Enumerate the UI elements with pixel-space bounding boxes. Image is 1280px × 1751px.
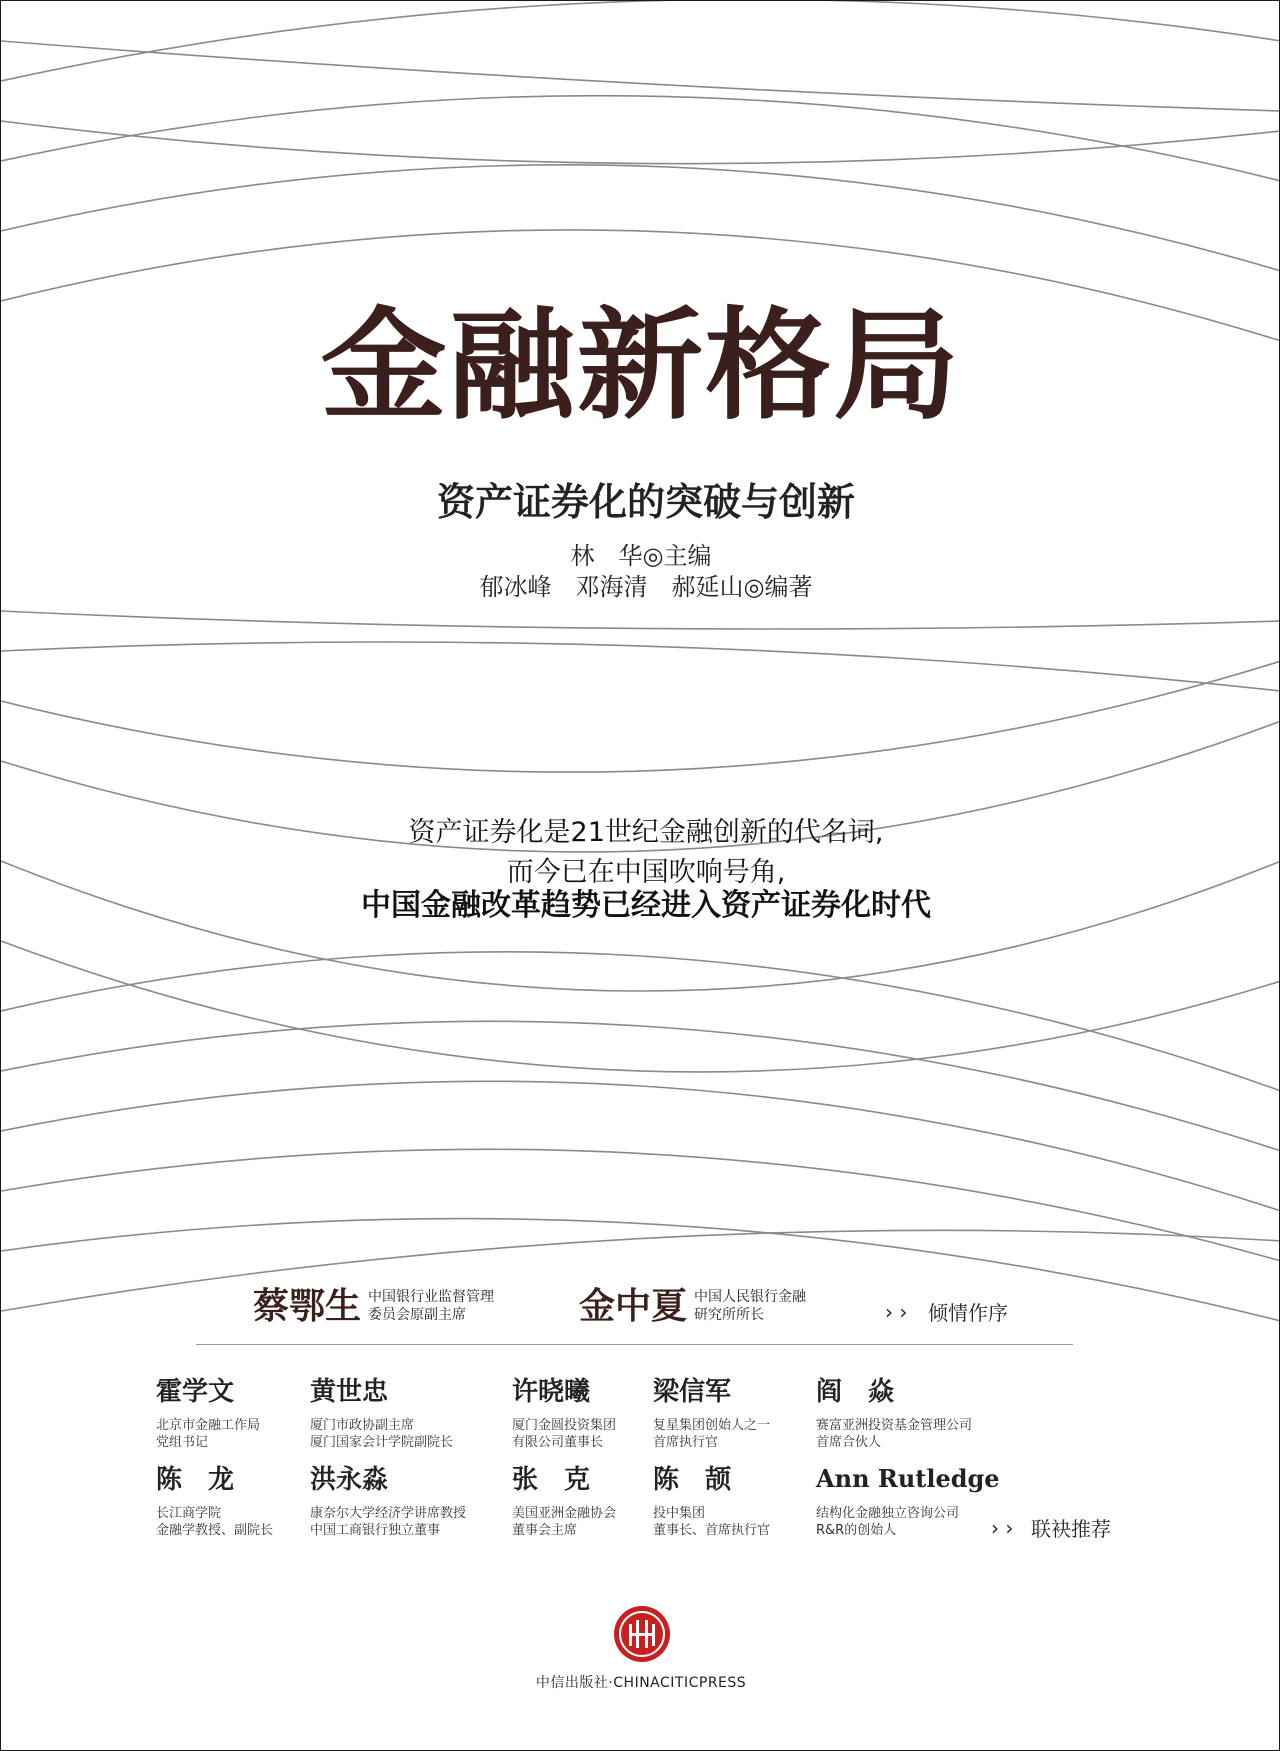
citic-logo-icon — [612, 1604, 672, 1664]
recommender-name: 许晓曦 — [512, 1377, 591, 1407]
recommender-name: 张 克 — [512, 1465, 591, 1495]
curve-4 — [1, 121, 1280, 164]
recommender — [816, 1464, 1000, 1539]
recommender-name: 黄世忠 — [310, 1377, 389, 1407]
recommender-title-line: 结构化金融独立咨询公司 — [816, 1506, 960, 1521]
recommender-title-line: 有限公司董事长 — [512, 1435, 604, 1450]
recommender-title-line: R&R的创始人 — [816, 1523, 897, 1538]
recommender — [512, 1379, 616, 1451]
preface-writer-name: 金中夏 — [579, 1285, 688, 1327]
recommender-title-line: 董事长、首席执行官 — [653, 1523, 771, 1538]
curve-9 — [1, 661, 1280, 772]
authors-line: 郁冰峰 邓海清 郝延山◎编著 — [479, 573, 813, 601]
preface-writer-title-line: 研究所所长 — [694, 1307, 764, 1323]
recommender — [653, 1379, 770, 1451]
tagline-line-3: 中国金融改革趋势已经进入资产证券化时代 — [361, 888, 931, 923]
recommender — [156, 1379, 260, 1451]
double-chevron-icon: › › — [991, 1516, 1014, 1540]
recommender-title-line: 赛富亚洲投资基金管理公司 — [816, 1418, 973, 1433]
recommender-title-line: 北京市金融工作局 — [156, 1418, 261, 1433]
recommender — [816, 1379, 972, 1451]
curve-16 — [1, 1149, 1280, 1261]
recommender-title-line: 复星集团创始人之一 — [653, 1418, 771, 1433]
double-chevron-icon: › › — [885, 1300, 908, 1324]
preface-writer-title — [368, 1288, 494, 1324]
recommender — [156, 1467, 273, 1539]
recommender-name: 阎 焱 — [816, 1377, 895, 1407]
editor-line: 林 华◎主编 — [570, 542, 712, 570]
recommender-title-line: 首席合伙人 — [816, 1435, 882, 1450]
recommender-name: 梁信军 — [653, 1377, 732, 1407]
recommender-title-line: 长江商学院 — [156, 1506, 222, 1521]
recommender-name: 陈 颉 — [653, 1465, 732, 1495]
recommender-title-line: 金融学教授、副院长 — [156, 1523, 274, 1538]
recommender-title-line: 中国工商银行独立董事 — [310, 1523, 441, 1538]
curve-15 — [1, 1081, 1280, 1211]
curve-12 — [1, 941, 1280, 1072]
recommender-name: 霍学文 — [156, 1377, 235, 1407]
recommender — [653, 1467, 770, 1539]
recommender-title-line: 康奈尔大学经济学讲席教授 — [310, 1506, 467, 1521]
preface-writer-title-line: 中国人民银行金融 — [694, 1289, 806, 1305]
preface-writer-title — [694, 1288, 806, 1324]
curve-7 — [1, 611, 1280, 629]
recommender-name: 陈 龙 — [156, 1465, 235, 1495]
book-title: 金融新格局 — [320, 295, 962, 436]
curve-1 — [1, 1, 1280, 81]
tagline-line-2: 而今已在中国吹响号角, — [506, 857, 786, 888]
recommender — [310, 1467, 466, 1539]
recommend-label: 联袂推荐 — [1031, 1517, 1111, 1541]
recommender-title-line: 厦门国家会计学院副院长 — [310, 1435, 454, 1450]
recommender-title-line: 美国亚洲金融协会 — [512, 1506, 617, 1521]
tagline-line-1: 资产证券化是21世纪金融创新的代名词, — [408, 817, 884, 848]
recommender-title-line: 党组书记 — [156, 1435, 209, 1450]
recommender-name: Ann Rutledge — [816, 1464, 1000, 1493]
curve-13 — [1, 952, 1280, 1091]
recommender-title-line: 董事会主席 — [512, 1523, 578, 1538]
preface-writer-title-line: 中国银行业监督管理 — [368, 1289, 494, 1305]
recommender-title-line: 投中集团 — [653, 1506, 706, 1521]
recommender — [310, 1379, 453, 1451]
divider — [196, 1344, 1073, 1345]
publisher-name: 中信出版社·CHINACITICPRESS — [535, 1675, 747, 1691]
recommender-title-line: 首席执行官 — [653, 1435, 719, 1450]
curve-3 — [1, 96, 1280, 181]
recommender-title-line: 厦门市政协副主席 — [310, 1418, 415, 1433]
preface-label: 倾情作序 — [928, 1301, 1008, 1325]
recommender-name: 洪永淼 — [310, 1465, 389, 1495]
preface-writer-title-line: 委员会原副主席 — [368, 1307, 466, 1323]
recommender-title-line: 厦门金圆投资集团 — [512, 1418, 617, 1433]
recommender — [512, 1467, 616, 1539]
curve-8 — [1, 642, 1280, 691]
book-subtitle: 资产证券化的突破与创新 — [436, 480, 855, 524]
curve-5 — [1, 165, 1280, 271]
preface-writer-name: 蔡鄂生 — [253, 1285, 362, 1327]
curve-2 — [1, 41, 1280, 111]
